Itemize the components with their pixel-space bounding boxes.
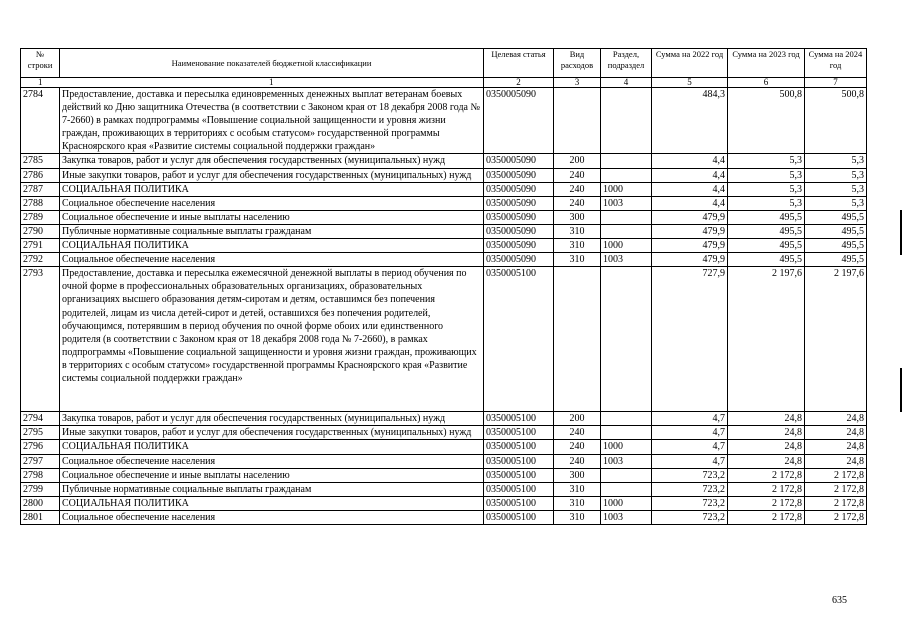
row-target-code: 0350005100 [484,482,554,496]
row-sum-2024: 2 172,8 [805,510,867,524]
row-expense-type: 310 [554,253,601,267]
row-expense-type: 310 [554,496,601,510]
row-sum-2023: 5,3 [728,154,805,168]
table-row [21,196,867,210]
row-target-code: 0350005100 [484,426,554,440]
row-sum-2024: 2 197,6 [805,267,867,412]
row-number: 2787 [21,182,60,196]
row-section: 1003 [601,253,652,267]
row-name: Закупка товаров, работ и услуг для обеспечения государственных (муниципальных) нужд [60,412,484,426]
table-row [21,88,867,154]
row-section: 1003 [601,510,652,524]
column-index: 7 [805,78,867,88]
row-sum-2023: 24,8 [728,440,805,454]
row-name: Закупка товаров, работ и услуг для обеспечения государственных (муниципальных) нужд [60,154,484,168]
row-sum-2024: 5,3 [805,168,867,182]
row-section [601,412,652,426]
row-section: 1003 [601,454,652,468]
row-number: 2790 [21,224,60,238]
row-sum-2024: 500,8 [805,88,867,154]
row-name: Социальное обеспечение и иные выплаты населению [60,210,484,224]
row-number: 2800 [21,496,60,510]
row-number: 2798 [21,468,60,482]
row-number: 2791 [21,239,60,253]
row-sum-2024: 495,5 [805,210,867,224]
column-index: 6 [728,78,805,88]
row-name: Иные закупки товаров, работ и услуг для обеспечения государственных (муниципальных) нужд [60,168,484,182]
row-number: 2794 [21,412,60,426]
column-index: 4 [601,78,652,88]
row-expense-type: 240 [554,454,601,468]
row-sum-2022: 723,2 [652,482,728,496]
row-section [601,482,652,496]
row-sum-2024: 5,3 [805,182,867,196]
column-index: 5 [652,78,728,88]
row-section: 1000 [601,239,652,253]
row-sum-2022: 479,9 [652,239,728,253]
row-sum-2023: 5,3 [728,168,805,182]
row-sum-2024: 24,8 [805,426,867,440]
table-row [21,510,867,524]
row-name: СОЦИАЛЬНАЯ ПОЛИТИКА [60,496,484,510]
row-sum-2024: 2 172,8 [805,496,867,510]
header-row-no: № строки [21,49,60,78]
column-index: 1 [21,78,60,88]
row-section [601,468,652,482]
row-sum-2022: 4,4 [652,154,728,168]
row-number: 2795 [21,426,60,440]
row-section: 1000 [601,182,652,196]
table-row [21,496,867,510]
row-name: Предоставление, доставка и пересылка единовременных денежных выплат ветеранам боевых действий ко Дню защитника Отечества (в соответствии с Законом края от 18 декабря 2008 года № 7-2660) в рамках подпрограммы «Повышение социальной защищенности и уровня жизни граждан, проживающих в территориях с особым статусом» государственной программы Красноярского края «Развитие системы социальной поддержки граждан» [60,88,484,154]
row-sum-2023: 2 172,8 [728,496,805,510]
row-section [601,168,652,182]
row-expense-type [554,88,601,154]
row-expense-type: 300 [554,210,601,224]
row-sum-2023: 2 172,8 [728,482,805,496]
header-row [21,49,867,78]
row-section [601,210,652,224]
row-section [601,224,652,238]
row-expense-type: 310 [554,510,601,524]
header-expense-type: Вид расходов [554,49,601,78]
row-name: Публичные нормативные социальные выплаты гражданам [60,224,484,238]
row-target-code: 0350005100 [484,496,554,510]
row-sum-2024: 5,3 [805,196,867,210]
row-name: Социальное обеспечение населения [60,454,484,468]
row-sum-2023: 500,8 [728,88,805,154]
column-index-row [21,78,867,88]
header-sum-2024: Сумма на 2024 год [805,49,867,78]
row-sum-2024: 495,5 [805,253,867,267]
row-sum-2022: 4,4 [652,182,728,196]
row-sum-2023: 495,5 [728,210,805,224]
table-row [21,412,867,426]
budget-table-page [20,48,866,525]
row-name: Иные закупки товаров, работ и услуг для обеспечения государственных (муниципальных) нужд [60,426,484,440]
row-name: СОЦИАЛЬНАЯ ПОЛИТИКА [60,440,484,454]
row-sum-2023: 495,5 [728,253,805,267]
row-sum-2023: 24,8 [728,426,805,440]
row-sum-2022: 727,9 [652,267,728,412]
row-expense-type: 310 [554,482,601,496]
row-number: 2799 [21,482,60,496]
row-sum-2024: 2 172,8 [805,482,867,496]
row-target-code: 0350005100 [484,510,554,524]
table-row [21,239,867,253]
row-sum-2022: 723,2 [652,496,728,510]
row-sum-2022: 479,9 [652,253,728,267]
row-sum-2022: 4,7 [652,426,728,440]
row-sum-2023: 5,3 [728,182,805,196]
header-section: Раздел, подраздел [601,49,652,78]
row-number: 2797 [21,454,60,468]
row-name: Социальное обеспечение и иные выплаты населению [60,468,484,482]
row-expense-type: 240 [554,440,601,454]
row-number: 2801 [21,510,60,524]
row-sum-2022: 4,4 [652,168,728,182]
row-expense-type: 310 [554,224,601,238]
binding-mark [900,368,902,412]
row-sum-2022: 484,3 [652,88,728,154]
row-sum-2023: 24,8 [728,454,805,468]
row-section: 1003 [601,196,652,210]
table-row [21,182,867,196]
row-target-code: 0350005090 [484,168,554,182]
row-sum-2024: 495,5 [805,224,867,238]
row-sum-2022: 4,7 [652,412,728,426]
row-number: 2793 [21,267,60,412]
header-target: Целевая статья [484,49,554,78]
row-section: 1000 [601,496,652,510]
row-expense-type: 300 [554,468,601,482]
row-expense-type [554,267,601,412]
budget-table [20,48,867,525]
header-sum-2022: Сумма на 2022 год [652,49,728,78]
page-number: 635 [832,595,847,606]
row-target-code: 0350005090 [484,88,554,154]
row-expense-type: 240 [554,426,601,440]
row-sum-2024: 5,3 [805,154,867,168]
row-target-code: 0350005090 [484,196,554,210]
row-target-code: 0350005100 [484,440,554,454]
row-target-code: 0350005090 [484,210,554,224]
row-sum-2022: 723,2 [652,468,728,482]
row-expense-type: 240 [554,168,601,182]
row-target-code: 0350005100 [484,267,554,412]
table-row [21,253,867,267]
row-sum-2022: 4,7 [652,440,728,454]
table-row [21,224,867,238]
table-row [21,482,867,496]
row-target-code: 0350005100 [484,454,554,468]
row-number: 2784 [21,88,60,154]
row-sum-2022: 4,7 [652,454,728,468]
row-sum-2022: 479,9 [652,210,728,224]
row-section [601,154,652,168]
row-expense-type: 310 [554,239,601,253]
row-name: Предоставление, доставка и пересылка ежемесячной денежной выплаты в период обучения по очной форме в профессиональных образовательных организациях, образовательных организациях высшего образования детям-сиротам и детям, оставшимся без попечения родителей, лицам из числа детей-сирот и детей, оставшихся без попечения родителей, обучающимся, потерявшим в период обучения по очной форме обоих или единственного родителя (в соответствии с Законом края от 18 декабря 2008 года № 7-2660), в рамках подпрограммы «Повышение социальной защищенности и уровня жизни граждан, проживающих в территориях с особым статусом» государственной программы Красноярского края «Развитие системы социальной поддержки граждан» [60,267,484,412]
header-sum-2023: Сумма на 2023 год [728,49,805,78]
row-name: Публичные нормативные социальные выплаты гражданам [60,482,484,496]
row-sum-2023: 2 172,8 [728,468,805,482]
table-row [21,454,867,468]
column-index: 1 [60,78,484,88]
row-target-code: 0350005090 [484,253,554,267]
row-section: 1000 [601,440,652,454]
row-section [601,267,652,412]
row-sum-2023: 495,5 [728,239,805,253]
row-sum-2024: 495,5 [805,239,867,253]
row-sum-2023: 2 172,8 [728,510,805,524]
row-sum-2022: 723,2 [652,510,728,524]
row-sum-2023: 5,3 [728,196,805,210]
row-section [601,88,652,154]
row-target-code: 0350005100 [484,468,554,482]
table-row [21,440,867,454]
column-index: 2 [484,78,554,88]
row-sum-2023: 2 197,6 [728,267,805,412]
row-number: 2796 [21,440,60,454]
table-row [21,154,867,168]
row-number: 2789 [21,210,60,224]
row-target-code: 0350005090 [484,224,554,238]
row-number: 2786 [21,168,60,182]
row-number: 2788 [21,196,60,210]
row-name: Социальное обеспечение населения [60,510,484,524]
row-target-code: 0350005100 [484,412,554,426]
row-sum-2023: 495,5 [728,224,805,238]
column-index: 3 [554,78,601,88]
row-name: СОЦИАЛЬНАЯ ПОЛИТИКА [60,239,484,253]
row-sum-2022: 4,4 [652,196,728,210]
row-sum-2024: 24,8 [805,412,867,426]
row-sum-2024: 24,8 [805,454,867,468]
row-name: Социальное обеспечение населения [60,253,484,267]
row-expense-type: 200 [554,154,601,168]
table-row [21,168,867,182]
header-name: Наименование показателей бюджетной классификации [60,49,484,78]
row-expense-type: 200 [554,412,601,426]
table-row [21,468,867,482]
row-target-code: 0350005090 [484,182,554,196]
row-name: Социальное обеспечение населения [60,196,484,210]
row-expense-type: 240 [554,182,601,196]
row-expense-type: 240 [554,196,601,210]
row-sum-2022: 479,9 [652,224,728,238]
row-target-code: 0350005090 [484,154,554,168]
row-sum-2024: 24,8 [805,440,867,454]
row-number: 2792 [21,253,60,267]
row-sum-2023: 24,8 [728,412,805,426]
row-number: 2785 [21,154,60,168]
binding-mark [900,210,902,255]
row-section [601,426,652,440]
row-sum-2024: 2 172,8 [805,468,867,482]
row-name: СОЦИАЛЬНАЯ ПОЛИТИКА [60,182,484,196]
table-row [21,267,867,412]
row-target-code: 0350005090 [484,239,554,253]
table-row [21,426,867,440]
table-row [21,210,867,224]
